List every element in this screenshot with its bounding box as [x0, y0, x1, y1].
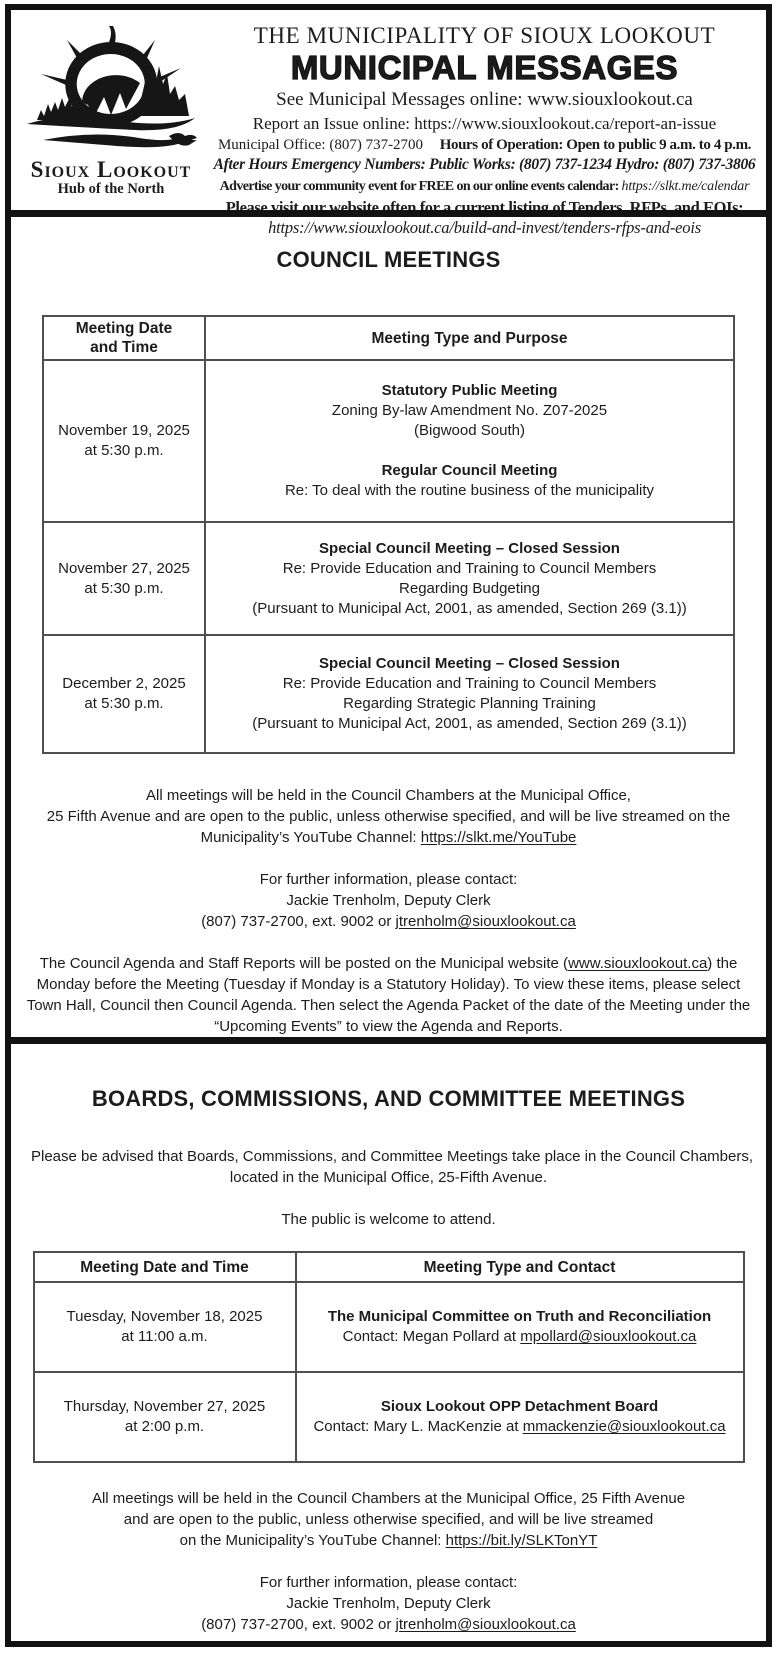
office-hours-line	[207, 135, 762, 155]
meeting-date-cell: December 2, 2025 at 5:30 p.m.	[43, 635, 205, 753]
meeting-row-nov19	[43, 360, 734, 522]
municipal-logo	[15, 20, 207, 198]
logo-tagline: Hub of the North	[57, 181, 165, 197]
mpollard-email-link[interactable]: mpollard@siouxlookout.ca	[520, 1328, 697, 1345]
meeting-row-dec2	[43, 635, 734, 753]
boards-meetings-table	[33, 1251, 745, 1463]
report-issue-line: Report an Issue online: https://www.siouxlookout.ca/report-an-issue	[252, 113, 717, 133]
office-phone: Municipal Office: (807) 737-2700	[217, 137, 424, 154]
header-meeting-date: Meeting Date and Time	[34, 1252, 296, 1282]
municipal-messages-title: MUNICIPAL MESSAGES	[290, 48, 679, 86]
council-meetings-table	[42, 315, 735, 754]
meeting-date-cell: November 19, 2025 at 5:30 p.m.	[43, 360, 205, 522]
youtube-link[interactable]: https://slkt.me/YouTube	[420, 829, 577, 846]
logo-wordmark: Sioux Lookout	[30, 157, 192, 182]
header-meeting-date: Meeting Date and Time	[43, 316, 205, 360]
boards-title: BOARDS, COMMISSIONS, AND COMMITTEE MEETINGS	[91, 1086, 686, 1111]
tenders-link[interactable]: https://www.siouxlookout.ca/build-and-invest/tenders-rfps-and-eois	[268, 218, 701, 238]
boards-location-paragraph: All meetings will be held in the Council Chambers at the Municipal Office, 25 Fifth Avenue and are open to the public, unless otherwise specified, and will be live streamed on the Municipality’s YouTube Channel: https://bit.ly/SLKTonYT	[91, 1490, 686, 1549]
council-contact-paragraph: For further information, please contact: Jackie Trenholm, Deputy Clerk (807) 737-2700, ext. 9002 or jtrenholm@siouxlookout.ca	[201, 871, 576, 930]
meeting-purpose-cell: Special Council Meeting – Closed Session Re: Provide Education and Training to Council Members Regarding Budgeting (Pursuant to Municipal Act, 2001, as amended, Section 269 (3.1))	[205, 522, 734, 635]
boards-intro-paragraph: Please be advised that Boards, Commissions, and Committee Meetings take place in the Council Chambers, located in the Municipal Office, 25-Fifth Avenue.	[31, 1148, 754, 1186]
after-hours-line: After Hours Emergency Numbers: Public Works: (807) 737-1234 Hydro: (807) 737-3806	[213, 156, 756, 174]
newsletter-page	[5, 4, 772, 1647]
meeting-contact-cell: Sioux Lookout OPP Detachment Board Contact: Mary L. MacKenzie at mmackenzie@siouxlookout.ca	[296, 1372, 744, 1462]
sun-lake-trees-logo-icon	[19, 24, 203, 160]
board-row-truth-reconciliation	[34, 1282, 744, 1372]
masthead	[207, 20, 762, 239]
header-meeting-type: Meeting Type and Purpose	[205, 316, 734, 360]
meeting-purpose-cell: Special Council Meeting – Closed Session Re: Provide Education and Training to Council Members Regarding Strategic Planning Training (Pursuant to Municipal Act, 2001, as amended, Section 269 (3.1))	[205, 635, 734, 753]
boards-contact-paragraph: For further information, please contact: Jackie Trenholm, Deputy Clerk (807) 737-2700, ext. 9002 or jtrenholm@siouxlookout.ca	[201, 1574, 576, 1633]
header-meeting-contact: Meeting Type and Contact	[296, 1252, 744, 1282]
boards-table-header-row	[34, 1252, 744, 1282]
meeting-date-cell: Thursday, November 27, 2025 at 2:00 p.m.	[34, 1372, 296, 1462]
header-section	[11, 10, 766, 238]
municipal-website-link[interactable]: www.siouxlookout.ca	[568, 955, 708, 972]
hours-of-operation: Hours of Operation: Open to public 9 a.m. to 4 p.m.	[439, 137, 752, 154]
council-table-header-row	[43, 316, 734, 360]
meeting-date-cell: Tuesday, November 18, 2025 at 11:00 a.m.	[34, 1282, 296, 1372]
see-online-line: See Municipal Messages online: www.siouxlookout.ca	[276, 89, 693, 111]
calendar-link[interactable]: https://slkt.me/calendar	[621, 179, 750, 195]
meeting-purpose-cell: Statutory Public Meeting Zoning By-law Amendment No. Z07-2025 (Bigwood South) Regular Council Meeting Re: To deal with the routine business of the municipality	[205, 360, 734, 522]
public-welcome-note: The public is welcome to attend.	[281, 1211, 496, 1228]
council-location-paragraph: All meetings will be held in the Council Chambers at the Municipal Office, 25 Fifth Avenue and are open to the public, unless otherwise specified, and will be live streamed on the Municipality’s YouTube Channel: https://slkt.me/YouTube	[46, 787, 731, 846]
board-row-opp-detachment	[34, 1372, 744, 1462]
meeting-contact-cell: The Municipal Committee on Truth and Reconciliation Contact: Megan Pollard at mpollard@siouxlookout.ca	[296, 1282, 744, 1372]
deputy-clerk-email-link[interactable]: jtrenholm@siouxlookout.ca	[395, 1616, 576, 1633]
deputy-clerk-email-link[interactable]: jtrenholm@siouxlookout.ca	[395, 913, 576, 930]
council-meetings-title: COUNCIL MEETINGS	[276, 247, 501, 272]
boards-committees-section	[11, 1037, 766, 1646]
meeting-row-nov27	[43, 522, 734, 635]
agenda-info-paragraph: The Council Agenda and Staff Reports will be posted on the Municipal website (www.siouxlookout.ca) the Monday before the Meeting (Tuesday if Monday is a Statutory Holiday). To view these items, please select Town Hall, Council then Council Agenda. Then select the Agenda Packet of the date of the Meeting under the “Upcoming Events” to view the Agenda and Reports.	[26, 955, 751, 1035]
tenders-line: Please visit our website often for a current listing of Tenders, RFPs, and EOIs:	[225, 197, 744, 217]
council-meetings-section	[11, 210, 766, 1037]
advertise-line: Advertise your community event for FREE on our online events calendar: https://slkt.me/calendar	[219, 179, 750, 195]
municipality-title: THE MUNICIPALITY OF SIOUX LOOKOUT	[253, 23, 716, 48]
meeting-date-cell: November 27, 2025 at 5:30 p.m.	[43, 522, 205, 635]
bitly-youtube-link[interactable]: https://bit.ly/SLKTonYT	[445, 1532, 598, 1549]
mmackenzie-email-link[interactable]: mmackenzie@siouxlookout.ca	[522, 1418, 726, 1435]
